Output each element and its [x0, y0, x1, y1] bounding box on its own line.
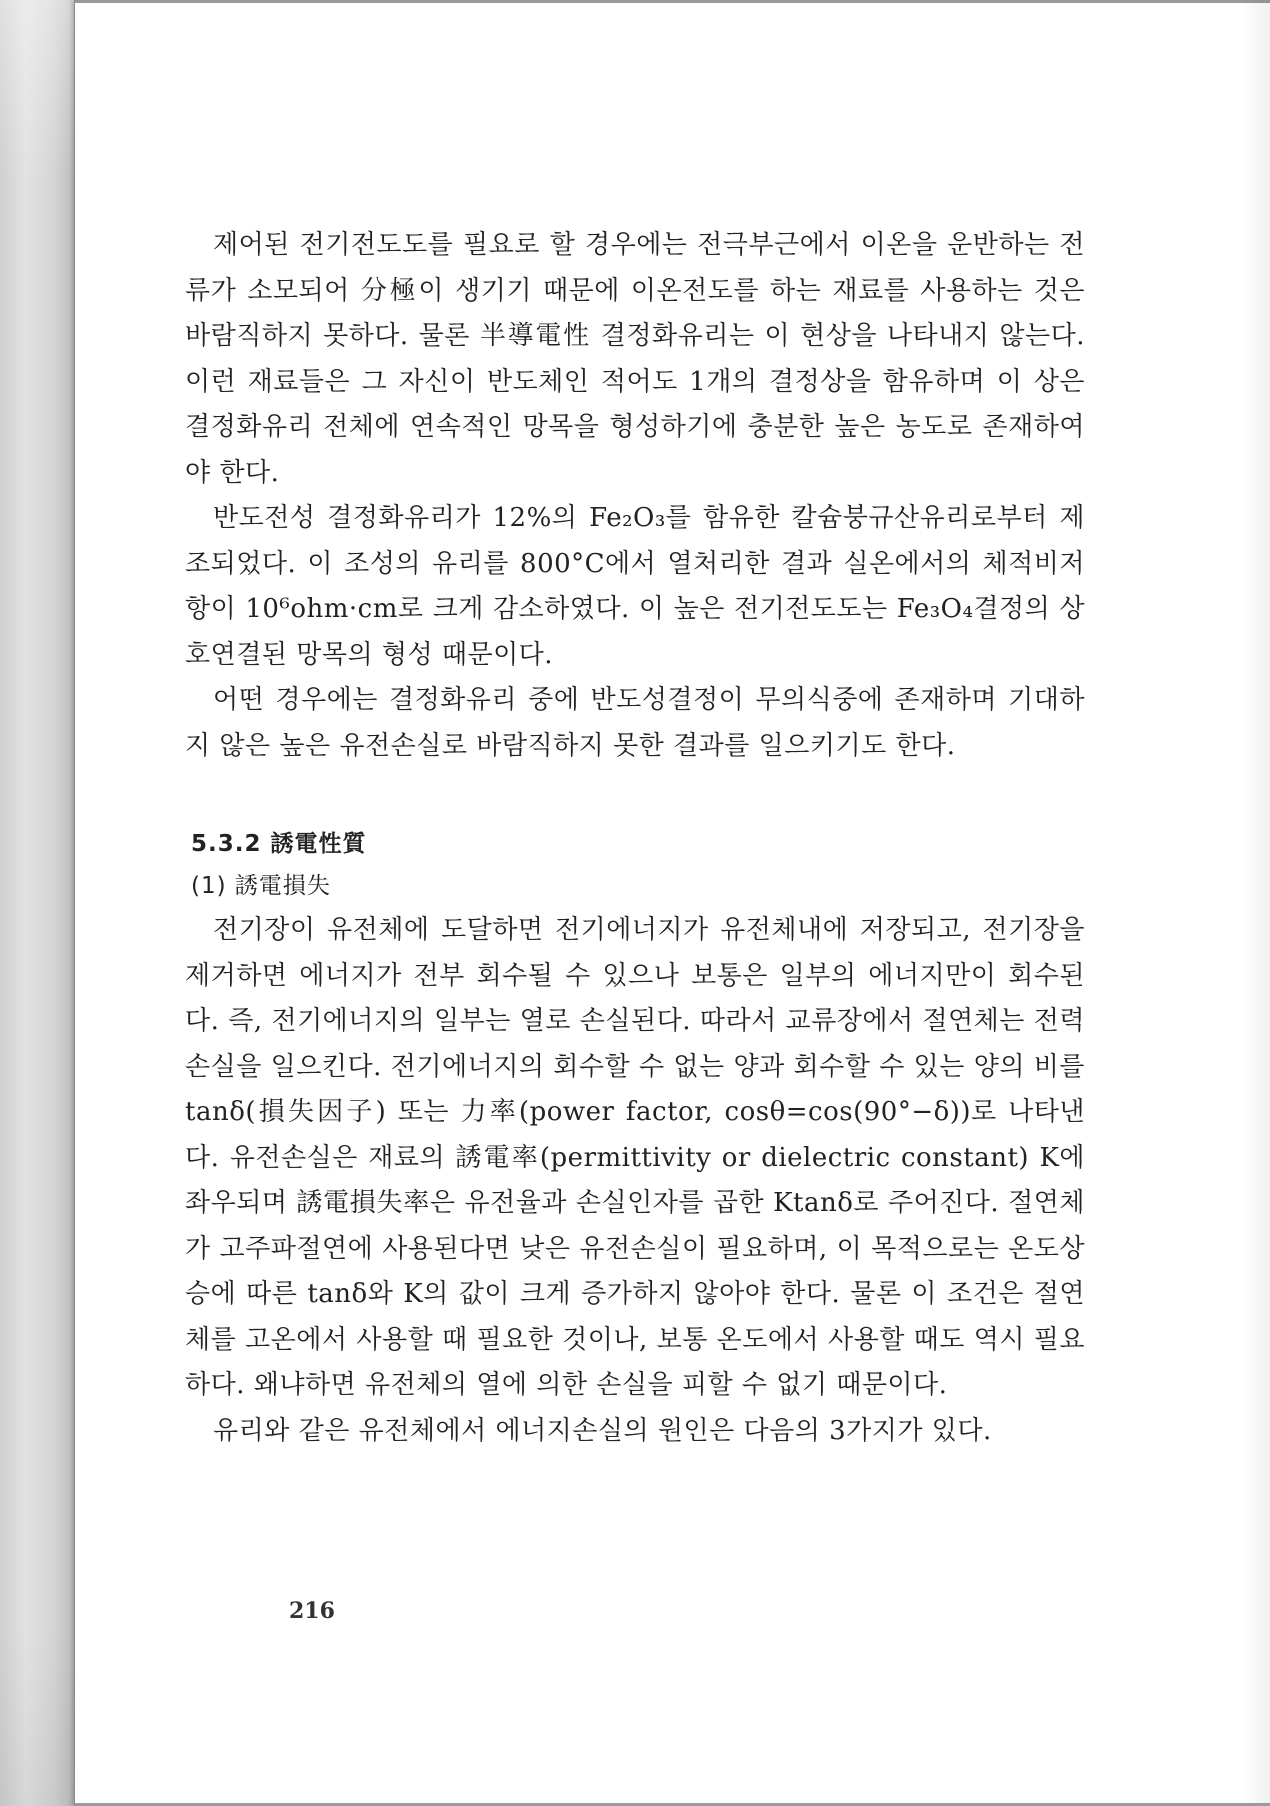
- paragraph: 어떤 경우에는 결정화유리 중에 반도성결정이 무의식중에 존재하며 기대하지 않은 높은 유전손실로 바람직하지 못한 결과를 일으키기도 한다.: [185, 685, 1085, 761]
- book-spine: [0, 0, 74, 1806]
- subsection-heading: (1) 誘電損失: [191, 873, 331, 899]
- paragraph: 전기장이 유전체에 도달하면 전기에너지가 유전체내에 저장되고, 전기장을 제거하면 에너지가 전부 회수될 수 있으나 보통은 일부의 에너지만이 회수된다. 즉, 전기에너지의 일부는 열로 손실된다. 따라서 교류장에서 절연체는 전력손실을 일으킨다. 전기에너지의 회수할 수 없는 양과 회수할 수 있는 양의 비를 tanδ(損失因子) 또는 力率(power factor, cosθ=cos(90°−δ))로 나타낸다. 유전손실은 재료의 誘電率(permittivity or dielectric constant) K에 좌우되며 誘電損失率은 유전율과 손실인자를 곱한 Ktanδ로 주어진다. 절연체가 고주파절연에 사용된다면 낮은 유전손실이 필요하며, 이 목적으로는 온도상승에 따른 tanδ와 K의 값이 크게 증가하지 않아야 한다. 물론 이 조건은 절연체를 고온에서 사용할 때 필요한 것이나, 보통 온도에서 사용할 때도 역시 필요하다. 왜냐하면 유전체의 열에 의한 손실을 피할 수 없기 때문이다.: [185, 915, 1085, 1400]
- paragraph: 제어된 전기전도도를 필요로 할 경우에는 전극부근에서 이온을 운반하는 전류가 소모되어 分極이 생기기 때문에 이온전도를 하는 재료를 사용하는 것은 바람직하지 못하다. 물론 半導電性 결정화유리는 이 현상을 나타내지 않는다. 이런 재료들은 그 자신이 반도체인 적어도 1개의 결정상을 함유하며 이 상은 결정화유리 전체에 연속적인 망목을 형성하기에 충분한 높은 농도로 존재하여야 한다.: [185, 230, 1085, 488]
- paragraph: 반도전성 결정화유리가 12%의 Fe₂O₃를 함유한 칼슘붕규산유리로부터 제조되었다. 이 조성의 유리를 800°C에서 열처리한 결과 실온에서의 체적비저항이 10⁶ohm·cm로 크게 감소하였다. 이 높은 전기전도도는 Fe₃O₄결정의 상호연결된 망목의 형성 때문이다.: [185, 503, 1085, 670]
- page-number: 216: [289, 1598, 335, 1624]
- section-heading: 5.3.2 誘電性質: [191, 831, 367, 857]
- paragraph: 유리와 같은 유전체에서 에너지손실의 원인은 다음의 3가지가 있다.: [213, 1415, 992, 1446]
- page-content: [185, 223, 1085, 1454]
- page-top-edge: [75, 0, 1270, 3]
- page-right-shade: [1241, 0, 1270, 1806]
